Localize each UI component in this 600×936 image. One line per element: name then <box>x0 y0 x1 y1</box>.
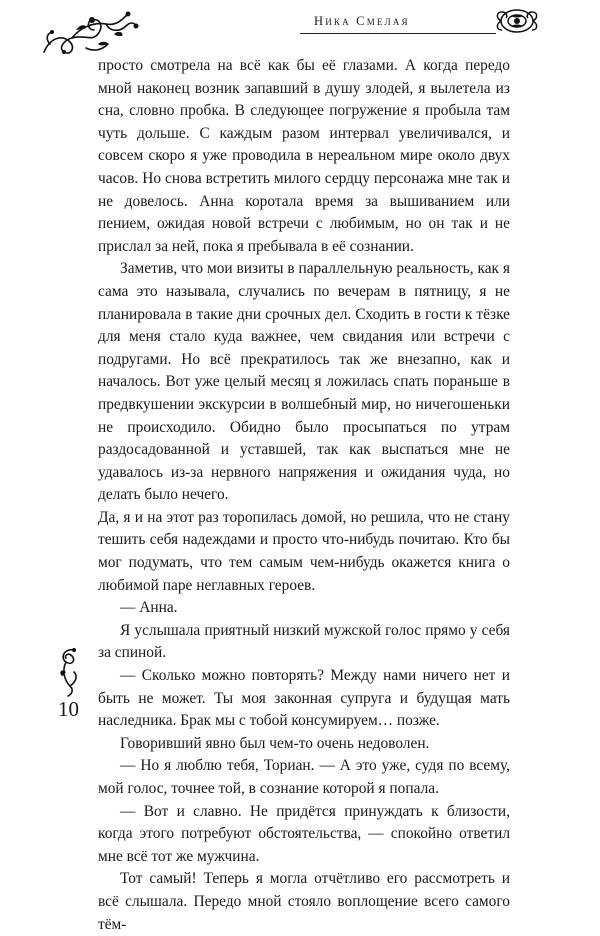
page-number-ornament <box>58 646 82 698</box>
body-text <box>98 55 510 936</box>
header-filigree-ornament <box>494 6 540 36</box>
paragraph: Я услышала приятный низкий мужской голос прямо у себя за спиной. <box>98 621 510 662</box>
paragraph: Говоривший явно был чем-то очень недоволен. <box>120 734 430 752</box>
running-header <box>300 12 500 34</box>
paragraph: — Вот и славно. Не придётся принуждать к близости, когда этого потребуют обстоятельства, — спокойно ответил мне всё тот же мужчина. <box>98 802 510 865</box>
paragraph: просто смотрела на всё как бы её глазами. А когда передо мной наконец возник запавший в душу злодей, я вылетела из сна, словно пробка. В следующее погружение я пробыла там чуть дольше. С каждым разом интервал увеличивался, и совсем скоро я уже проводила в нереальном мире около двух часов. Но снова встретить милого сердцу персонажа мне так и не довелось. Анна коротала время за вышиванием или пением, ожидая новой встречи с любимым, но он так и не прислал за ней, пока я пребывала в её сознании. <box>98 57 510 255</box>
paragraph: — Но я люблю тебя, Ториан. — А это уже, судя по всему, мой голос, точнее той, в сознание которой я попала. <box>98 757 510 797</box>
header-rule <box>300 33 496 34</box>
paragraph: Да, я и на этот раз торопилась домой, но решила, что не стану тешить себя надеждами и просто что-нибудь почитаю. Кто бы мог подумать, что тем самым чем-нибудь окажется книга о любимой паре неглавных героев. <box>98 508 510 594</box>
page-number: 10 <box>58 697 79 721</box>
paragraph: — Анна. <box>120 599 178 617</box>
running-header-author: Ника Смелая <box>314 14 410 28</box>
corner-flourish-ornament <box>36 8 140 58</box>
paragraph: Заметив, что мои визиты в параллельную реальность, как я сама это называла, случались по вечерам в пятницу, я не планировала в такие дни срочных дел. Сходить в гости к тёзке для меня стало куда важнее, чем свидания или встречи с подругами. Но всё прекратилось так же внезапно, как и началось. Вот уже целый месяц я ложилась спать пораньше в предвкушении экскурсии в волшебный мир, но ничегошеньки не происходило. Обидно было просыпаться по утрам раздосадованной и уставшей, так как выспаться мне не удавалось из-за нервного напряжения и ожидания чуда, но делать было нечего. <box>98 260 510 504</box>
paragraph: — Сколько можно повторять? Между нами ничего нет и быть не может. Ты моя законная супруга и будущая мать наследника. Брак мы с тобой консумируем… позже. <box>98 667 510 730</box>
paragraph: Тот самый! Теперь я могла отчётливо его рассмотреть и всё слышала. Передо мной стояло воплощение всего самого тём- <box>98 870 510 933</box>
